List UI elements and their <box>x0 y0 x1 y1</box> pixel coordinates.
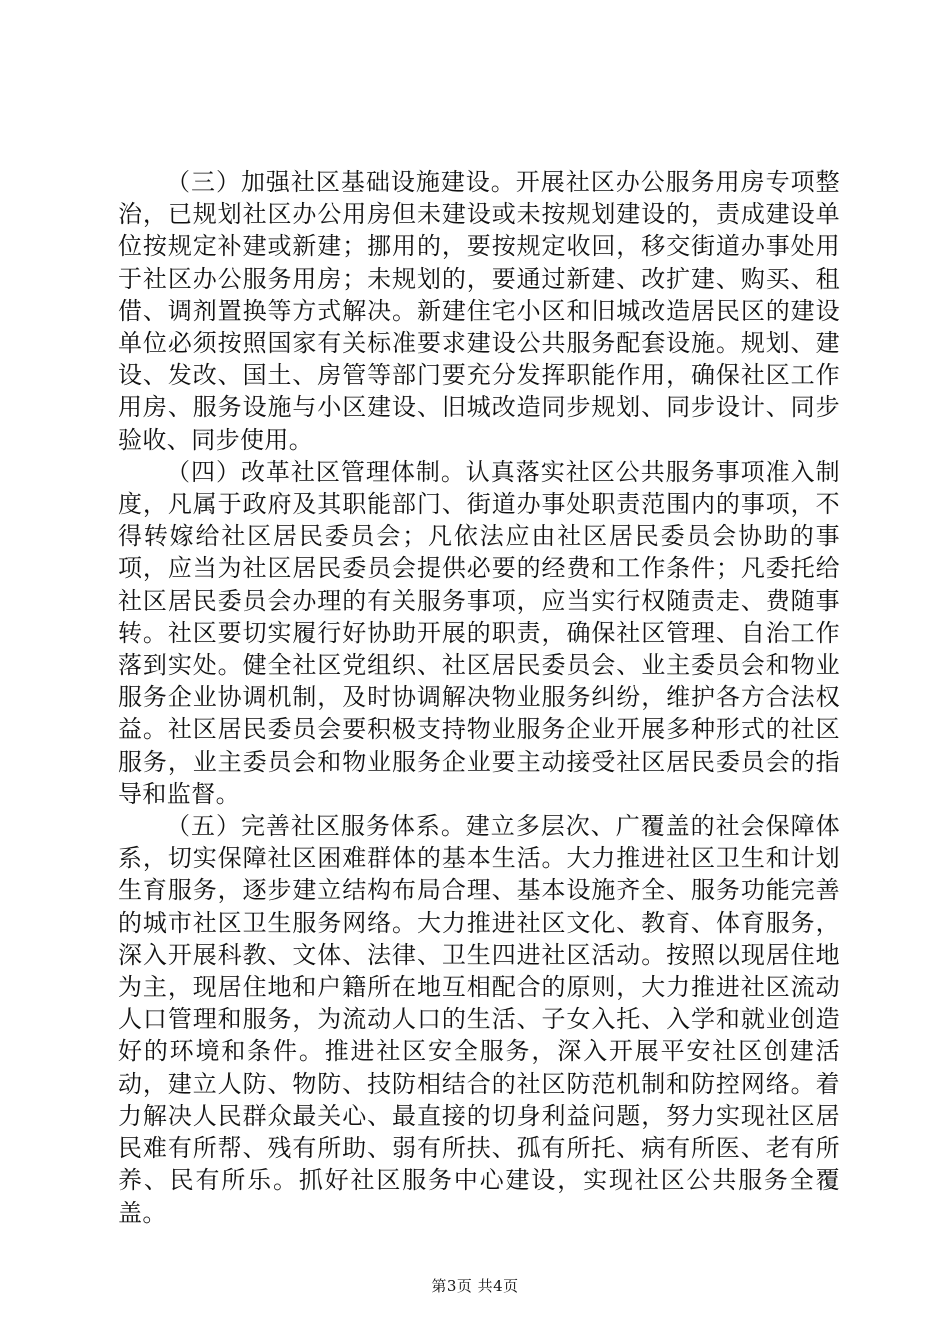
paragraph-section-5: （五）完善社区服务体系。建立多层次、广覆盖的社会保障体系，切实保障社区困难群体的基本生活。大力推进社区卫生和计划生育服务，逐步建立结构布局合理、基本设施齐全、服务功能完善的城市社区卫生服务网络。大力推进社区文化、教育、体育服务，深入开展科教、文体、法律、卫生四进社区活动。按照以现居住地为主，现居住地和户籍所在地互相配合的原则，大力推进社区流动人口管理和服务，为流动人口的生活、子女入托、入学和就业创造好的环境和条件。推进社区安全服务，深入开展平安社区创建活动，建立人防、物防、技防相结合的社区防范机制和防控网络。着力解决人民群众最关心、最直接的切身利益问题，努力实现社区居民难有所帮、残有所助、弱有所扶、孤有所托、病有所医、老有所养、民有所乐。抓好社区服务中心建设，实现社区公共服务全覆盖。 <box>118 812 840 1227</box>
page-number-footer: 第3页 共4页 <box>431 1277 519 1295</box>
document-body <box>118 166 840 1229</box>
paragraph-section-3: （三）加强社区基础设施建设。开展社区办公服务用房专项整治，已规划社区办公用房但未建设或未按规划建设的，责成建设单位按规定补建或新建；挪用的，要按规定收回，移交街道办事处用于社区办公服务用房；未规划的，要通过新建、改扩建、购买、租借、调剂置换等方式解决。新建住宅小区和旧城改造居民区的建设单位必须按照国家有关标准要求建设公共服务配套设施。规划、建设、发改、国土、房管等部门要充分发挥职能作用，确保社区工作用房、服务设施与小区建设、旧城改造同步规划、同步设计、同步验收、同步使用。 <box>118 168 840 454</box>
paragraph-section-4: （四）改革社区管理体制。认真落实社区公共服务事项准入制度，凡属于政府及其职能部门、街道办事处职责范围内的事项，不得转嫁给社区居民委员会；凡依法应由社区居民委员会协助的事项，应当为社区居民委员会提供必要的经费和工作条件；凡委托给社区居民委员会办理的有关服务事项，应当实行权随责走、费随事转。社区要切实履行好协助开展的职责，确保社区管理、自治工作落到实处。健全社区党组织、社区居民委员会、业主委员会和物业服务企业协调机制，及时协调解决物业服务纠纷，维护各方合法权益。社区居民委员会要积极支持物业服务企业开展多种形式的社区服务，业主委员会和物业服务企业要主动接受社区居民委员会的指导和监督。 <box>118 457 840 808</box>
